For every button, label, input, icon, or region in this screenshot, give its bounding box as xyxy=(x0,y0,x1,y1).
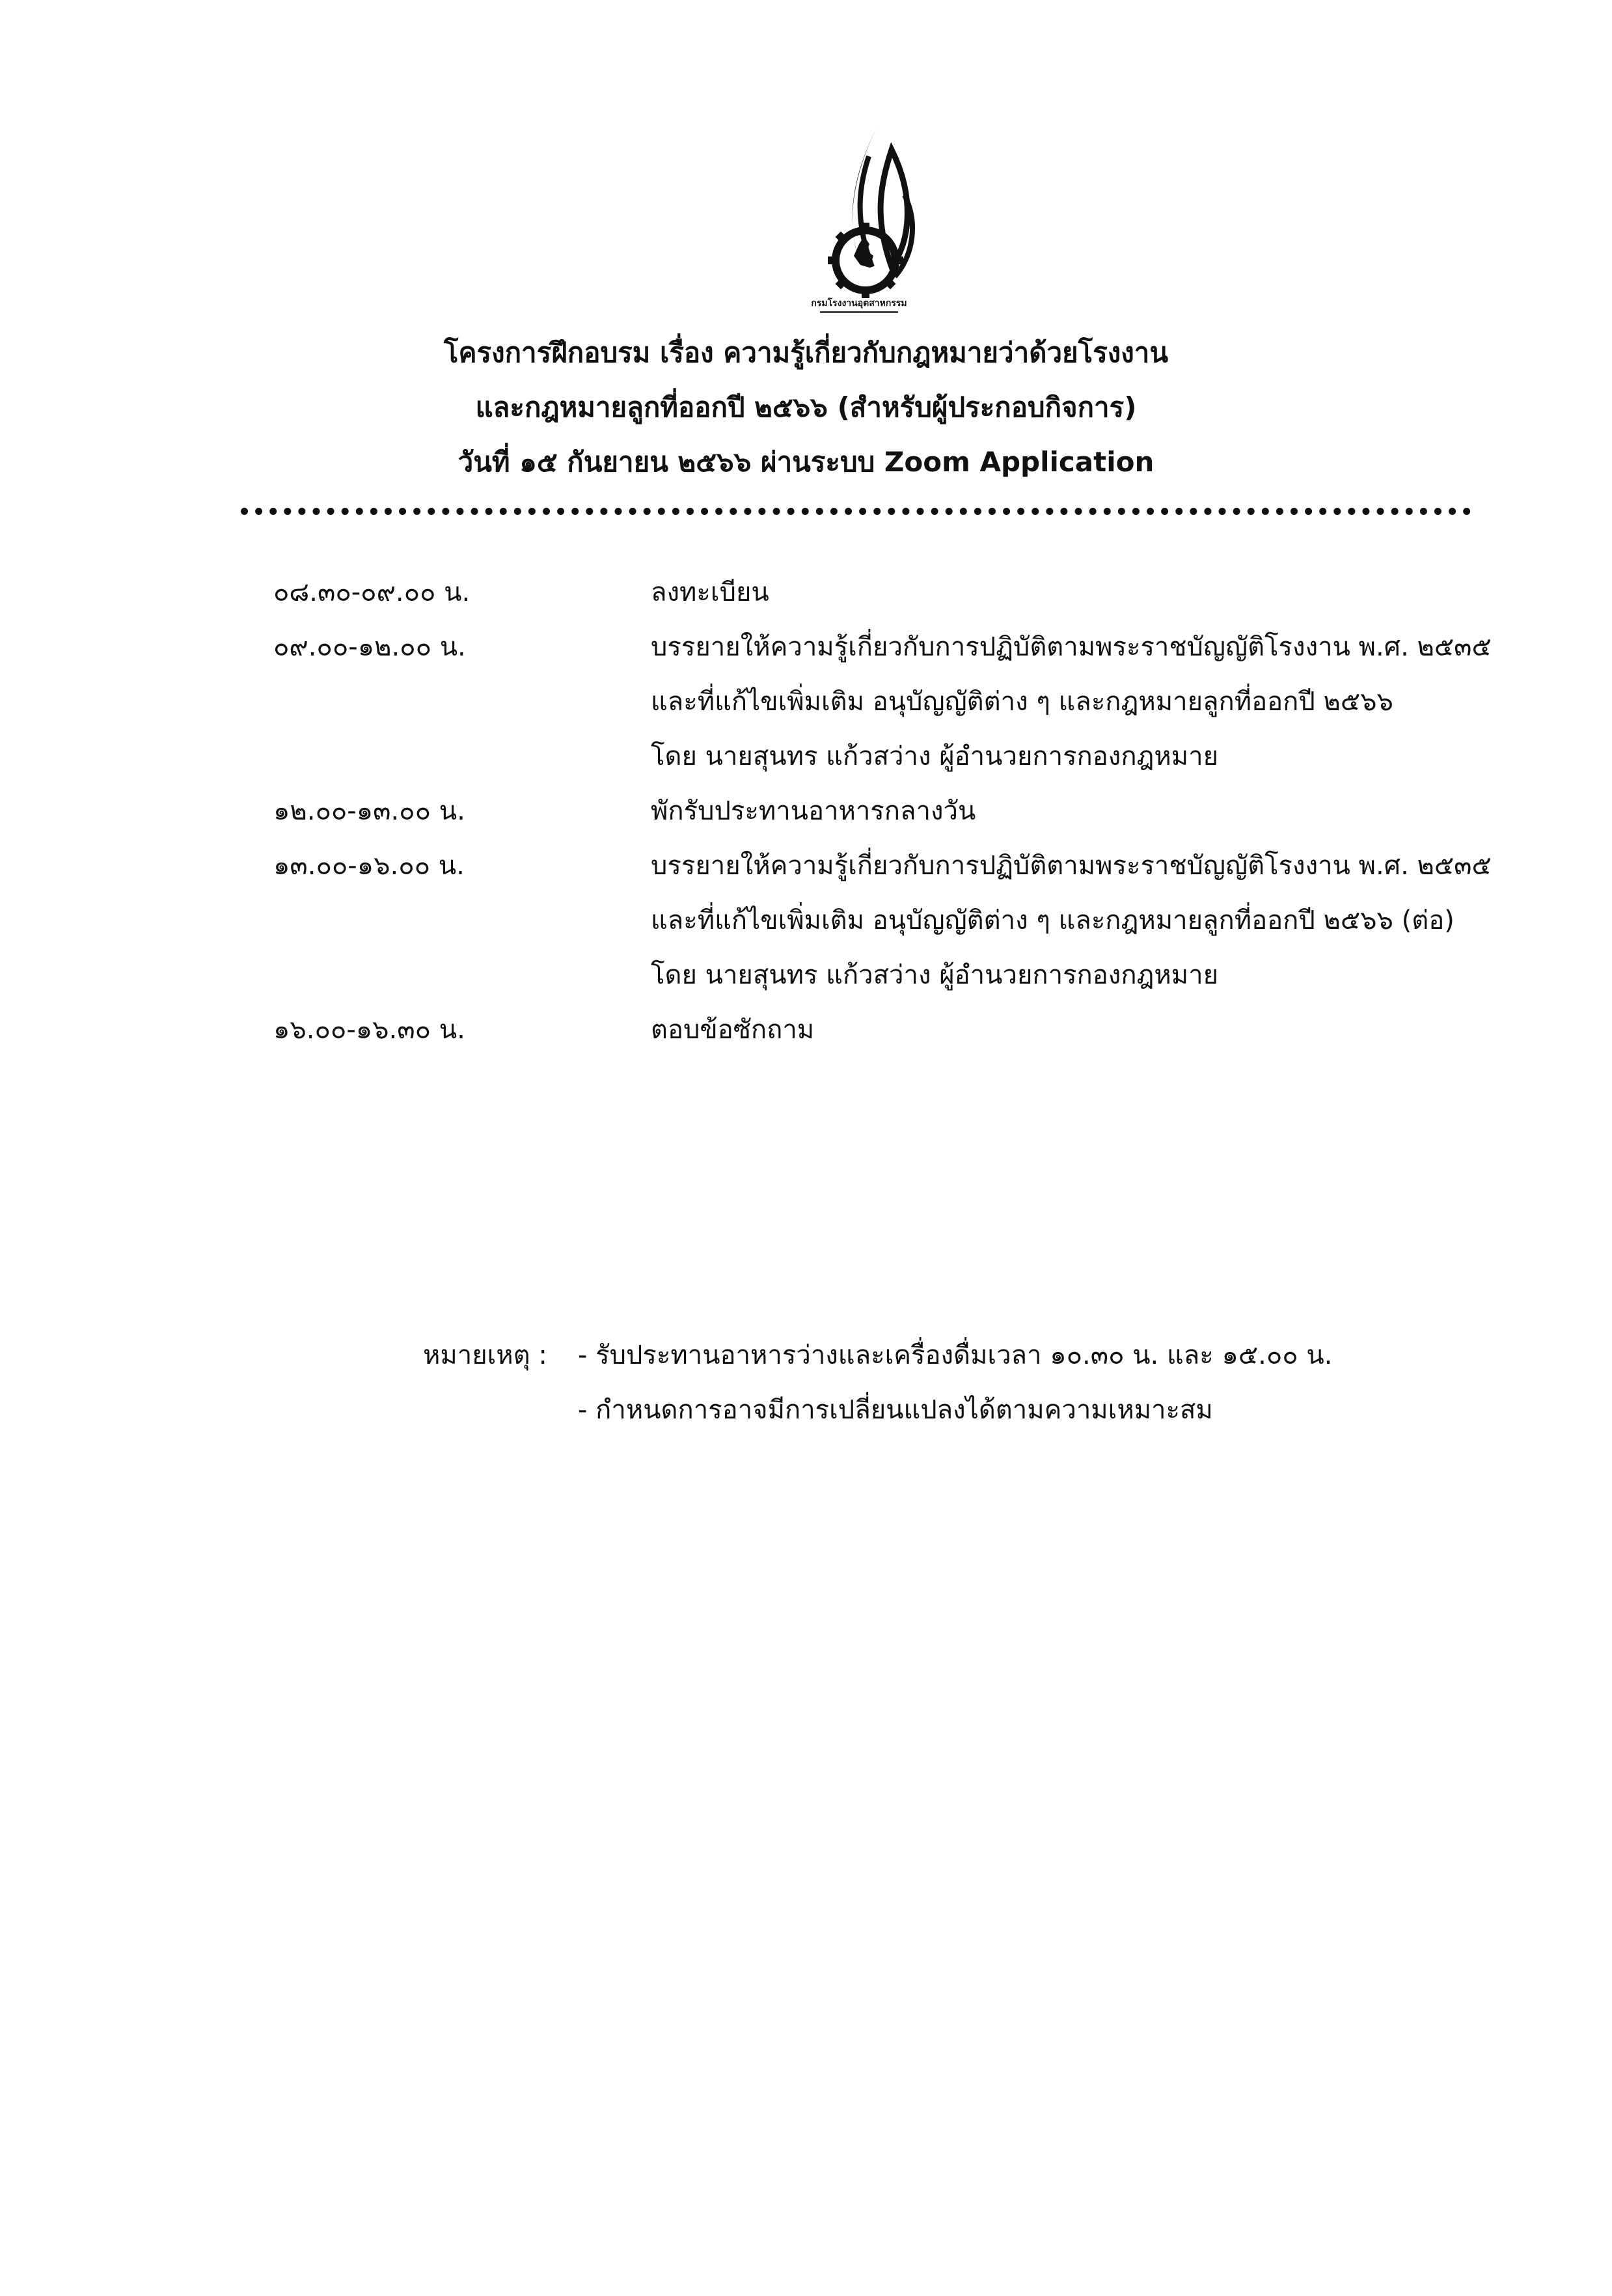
description-line: โดย นายสุนทร แก้วสว่าง ผู้อำนวยการกองกฎหมาย xyxy=(651,741,1219,771)
title-line-3: วันที่ ๑๕ กันยายน ๒๕๖๖ ผ่านระบบ Zoom Application xyxy=(458,446,1154,478)
description-line: พักรับประทานอาหารกลางวัน xyxy=(651,796,976,826)
schedule-time: ๐๘.๓๐-๐๙.๐๐ น. xyxy=(273,577,471,607)
schedule-row xyxy=(273,565,1510,620)
schedule-description xyxy=(651,784,1510,838)
flame-gear-emblem-icon xyxy=(781,111,937,319)
department-of-industrial-works-logo xyxy=(781,111,937,319)
notes-section xyxy=(423,1328,1529,1437)
note-row xyxy=(423,1383,1529,1437)
schedule-table xyxy=(273,565,1510,1057)
title-line-1: โครงการฝึกอบรม เรื่อง ความรู้เกี่ยวกับกฎหมายว่าด้วยโรงงาน xyxy=(443,337,1169,368)
description-line: บรรยายให้ความรู้เกี่ยวกับการปฏิบัติตามพระราชบัญญัติโรงงาน พ.ศ. ๒๕๓๕ xyxy=(651,632,1492,662)
description-line: ลงทะเบียน xyxy=(651,577,769,607)
schedule-row xyxy=(273,784,1510,838)
schedule-time: ๑๓.๐๐-๑๖.๐๐ น. xyxy=(273,851,465,881)
title-line-2: และกฎหมายลูกที่ออกปี ๒๕๖๖ (สำหรับผู้ประกอบกิจการ) xyxy=(475,391,1137,423)
document-title xyxy=(0,325,1612,490)
schedule-time: ๑๒.๐๐-๑๓.๐๐ น. xyxy=(273,796,465,826)
description-line: บรรยายให้ความรู้เกี่ยวกับการปฏิบัติตามพระราชบัญญัติโรงงาน พ.ศ. ๒๕๓๕ xyxy=(651,851,1492,881)
schedule-description xyxy=(651,1003,1510,1057)
dotted-divider xyxy=(241,508,1471,515)
schedule-row xyxy=(273,838,1510,1003)
notes-label: หมายเหตุ : xyxy=(423,1340,547,1370)
schedule-description xyxy=(651,620,1510,784)
note-item: - กำหนดการอาจมีการเปลี่ยนแปลงได้ตามความเหมาะสม xyxy=(578,1395,1213,1425)
schedule-description xyxy=(651,838,1510,1003)
schedule-time: ๑๖.๐๐-๑๖.๓๐ น. xyxy=(273,1015,465,1045)
notes-label-spacer xyxy=(423,1383,578,1437)
note-item: - รับประทานอาหารว่างและเครื่องดื่มเวลา ๑๐.๓๐ น. และ ๑๕.๐๐ น. xyxy=(578,1340,1333,1370)
schedule-time: ๐๙.๐๐-๑๒.๐๐ น. xyxy=(273,632,466,662)
note-row xyxy=(423,1328,1529,1383)
description-line: และที่แก้ไขเพิ่มเติม อนุบัญญัติต่าง ๆ และกฎหมายลูกที่ออกปี ๒๕๖๖ xyxy=(651,687,1393,717)
description-line: โดย นายสุนทร แก้วสว่าง ผู้อำนวยการกองกฎหมาย xyxy=(651,960,1219,990)
schedule-row xyxy=(273,1003,1510,1057)
description-line: และที่แก้ไขเพิ่มเติม อนุบัญญัติต่าง ๆ และกฎหมายลูกที่ออกปี ๒๕๖๖ (ต่อ) xyxy=(651,906,1455,935)
schedule-description xyxy=(651,565,1510,620)
logo-caption: กรมโรงงานอุตสาหกรรม xyxy=(811,298,907,309)
schedule-row xyxy=(273,620,1510,784)
description-line: ตอบข้อซักถาม xyxy=(651,1015,815,1045)
